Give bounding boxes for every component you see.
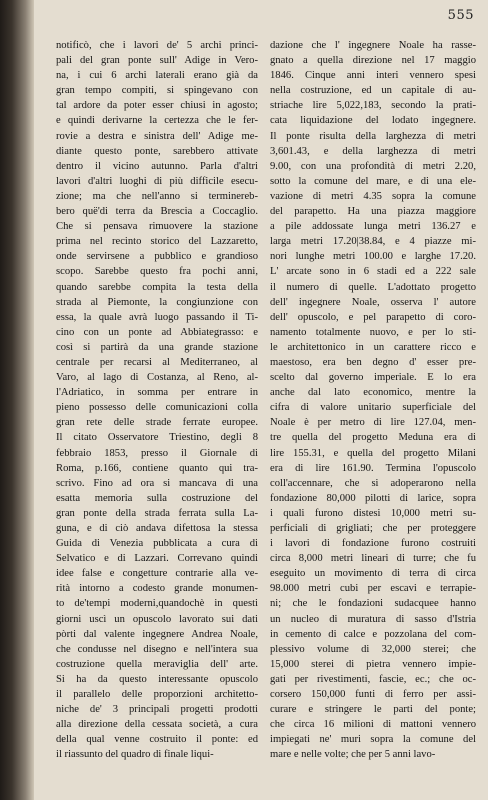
text-line: nella costruzione, ed un capitale di au- — [270, 85, 476, 97]
text-line: così si partirà da una grande stazione — [56, 341, 258, 353]
text-line: quando sarebbe compita la testa della — [56, 281, 258, 293]
text-line: che circa 16 milioni di mattoni vennero — [270, 719, 476, 731]
text-line: fondazione 80,000 pilotti di larice, sopra — [270, 492, 476, 504]
text-line: vazione di metri 4.35 sopra la comune — [270, 190, 476, 202]
text-line: cifra di valore unitario superficiale del — [270, 402, 476, 414]
text-line: lavori d'altri luoghi di più difficile esecu- — [56, 175, 258, 187]
text-line: diante questo ponte, sarebbero attivate — [56, 145, 258, 157]
text-line: prima nel recinto storico del Lazzaretto, — [56, 236, 258, 248]
text-line: in cemento di calce e pozzolana del com- — [270, 628, 476, 640]
text-line: ni; che le fondazioni sudacquee hanno — [270, 598, 476, 610]
text-line: l'Adriatico, in somma per entrare in — [56, 387, 258, 399]
text-line: scelto dal governo imperiale. E lo era — [270, 372, 476, 384]
text-line: maestoso, era ben degno d' esser pre- — [270, 356, 476, 368]
text-line: dazione che l' ingegnere Noale ha rasse- — [270, 40, 476, 51]
text-line: Che si pensava rimuovere la stazione — [56, 221, 258, 233]
text-line: i lavori di fondazione furono costruiti — [270, 538, 476, 550]
text-line: del parapetto. Ha una piazza maggiore — [270, 206, 476, 218]
text-line: nori lunghe metri 100.00 e larghe 17.20. — [270, 251, 476, 263]
text-line: gran tempo compiti, si spingevano con — [56, 85, 258, 97]
text-line: le architettonico in un carattere ricco e — [270, 341, 476, 353]
text-line: tal ardore da poter esser chiusi in agosto; — [56, 100, 258, 112]
text-line: zione; ma che nell'anno si terminereb- — [56, 190, 258, 202]
text-line: Guida di Venezia pubblicata a cura di — [56, 538, 258, 550]
text-line: impiegati ne' muri sopra la comune del — [270, 734, 476, 746]
left-text-column — [56, 38, 258, 763]
text-line: costruzione quella meraviglia dell' arte. — [56, 658, 258, 670]
text-line: notificò, che i lavori de' 5 archi princi- — [56, 40, 258, 51]
text-line: bero quë'di terra da Brescia a Coccaglio. — [56, 206, 258, 218]
text-line: namento totalmente nuovo, e per lo sti- — [270, 326, 476, 338]
text-line: giorni uscì un opuscolo lavorato sui dati — [56, 613, 258, 625]
text-line: idee false e congetture contrarie alla ve- — [56, 568, 258, 580]
text-line: dell' opuscolo, e pel parapetto di coro- — [270, 311, 476, 323]
text-line: rità intorno a codesto grande monumen- — [56, 583, 258, 595]
text-line: dell' ingegnere Noale, osserva l' autore — [270, 296, 476, 308]
text-line: era di lire 161.90. Termina l'opuscolo — [270, 462, 476, 474]
text-line: gnato a quella direzione nel 17 maggio — [270, 55, 476, 67]
page-number: 555 — [447, 8, 474, 23]
text-line: guna, e di ciò andava difettosa la stessa — [56, 523, 258, 534]
text-line: Roma, p.166, contiene quanto qui tra- — [56, 462, 258, 474]
text-line: centrale per recarsi al Mediterraneo, al — [56, 356, 258, 368]
text-line: 3,601.43, e della larghezza di metri — [270, 145, 476, 157]
text-line: Varo, al lago di Costanza, al Reno, al- — [56, 372, 258, 384]
text-line: i quali furono distesi 10,000 metri su- — [270, 507, 476, 519]
text-line: gati per rivestimenti, fascie, ec.; che oc- — [270, 673, 476, 685]
text-line: niche de' 3 principali progetti prodotti — [56, 704, 258, 716]
text-line: striache lire 5,022,183, secondo la prati- — [270, 100, 476, 112]
text-line: circa 8,000 metri lineari di turre; che fu — [270, 553, 476, 565]
text-line: gran ponte della strada ferrata sulla La- — [56, 507, 258, 519]
text-line: pieno possesso delle comunicazioni colla — [56, 402, 258, 414]
book-gutter — [0, 0, 34, 800]
text-line: na, i cui 6 archi laterali erano già da — [56, 70, 258, 82]
text-line: alla direzione della cessata società, a cura — [56, 719, 258, 731]
text-line: perficiali di grigliati; che per proteggere — [270, 523, 476, 534]
text-line: Noale è per metro di lire 127.04, men- — [270, 417, 476, 429]
text-line: lire 155.31, e quella del progetto Milani — [270, 447, 476, 459]
text-line: anche dal lato economico, mentre la — [270, 387, 476, 399]
text-line: curare e stringere le parti del ponte; — [270, 704, 476, 716]
text-line: eseguito un movimento di terra di circa — [270, 568, 476, 580]
text-line: a pile addossate lunga metri 136.27 e — [270, 221, 476, 233]
text-line: corsero 150,000 funti di ferro per assi- — [270, 689, 476, 701]
text-line: sotto la comune del mare, e di una ele- — [270, 175, 476, 187]
text-line: il riassunto del quadro di finale liqui- — [56, 749, 214, 761]
text-line: mare e nelle volte; che per 5 anni lavo- — [270, 749, 436, 761]
text-line: onde servirsene a pubblico e grandioso — [56, 251, 258, 263]
text-line: Selvatico e di Lazzari. Correvano quindi — [56, 553, 258, 565]
text-line: gran rete delle strade ferrate europee. — [56, 417, 258, 429]
text-line: il numero di quelle. L'adottato progetto — [270, 281, 476, 293]
right-text-column — [270, 38, 476, 763]
text-line: scopo. Sarebbe questo fra pochi anni, — [56, 266, 258, 278]
text-line: pòrti dal valente ingegnere Andrea Noale, — [56, 628, 258, 640]
text-line: esatta memoria sulla costruzione del — [56, 492, 258, 504]
text-line: larga metri 17.20|38.84, e 4 piazze mi- — [270, 236, 476, 248]
text-line: Il ponte risulta della larghezza di metri — [270, 130, 476, 142]
text-line: 9.00, con una profondità di metri 2.20, — [270, 160, 476, 172]
text-line: cata liquidazione del lodato ingegnere. — [270, 115, 476, 127]
text-line: Si ha da questo interessante opuscolo — [56, 673, 258, 685]
text-line: coll'accennare, che si adoperarono nella — [270, 477, 476, 489]
text-line: cino con un ponte ad Abbiategrasso: e — [56, 326, 258, 338]
text-line: Il citato Osservatore Triestino, degli 8 — [56, 432, 258, 444]
text-line: 1846. Cinque anni interi vennero spesi — [270, 70, 476, 82]
text-line: che condusse nel disegno e nell'intera sua — [56, 643, 258, 655]
text-line: rovie a destra e sinistra dell' Adige me- — [56, 130, 258, 142]
text-line: dentro il vicino autunno. Parla d'altri — [56, 160, 258, 172]
text-line: strada al Piemonte, la congiunzione con — [56, 296, 258, 308]
text-line: plessivo volume di 32,000 sterei; che — [270, 643, 476, 655]
text-line: scrivo. Fino ad ora si mancava di una — [56, 477, 258, 489]
text-line: un nucleo di muratura di sasso d'Istria — [270, 613, 476, 625]
text-line: pali del gran ponte sull' Adige in Vero- — [56, 55, 258, 67]
text-line: 98.000 metri cubi per escavi e terrapie- — [270, 583, 476, 595]
text-line: tre quella del progetto Meduna era di — [270, 432, 476, 444]
text-line: L' arcate sono in 6 stadi ed a 222 sale — [270, 266, 476, 278]
text-line: il parallelo delle proporzioni architetto- — [56, 689, 258, 701]
text-line: febbraio 1853, presso il Giornale di — [56, 447, 258, 459]
text-line: della qual venne costruito il ponte: ed — [56, 734, 258, 746]
text-line: essa, la quale avrà luogo passando il Ti- — [56, 311, 258, 323]
text-line: 15,000 sterei di pietra vennero impie- — [270, 658, 476, 670]
text-line: to de'tempi moderni,quandochè in questi — [56, 598, 258, 610]
text-line: e quindi derivarne la certezza che le fer- — [56, 115, 258, 127]
